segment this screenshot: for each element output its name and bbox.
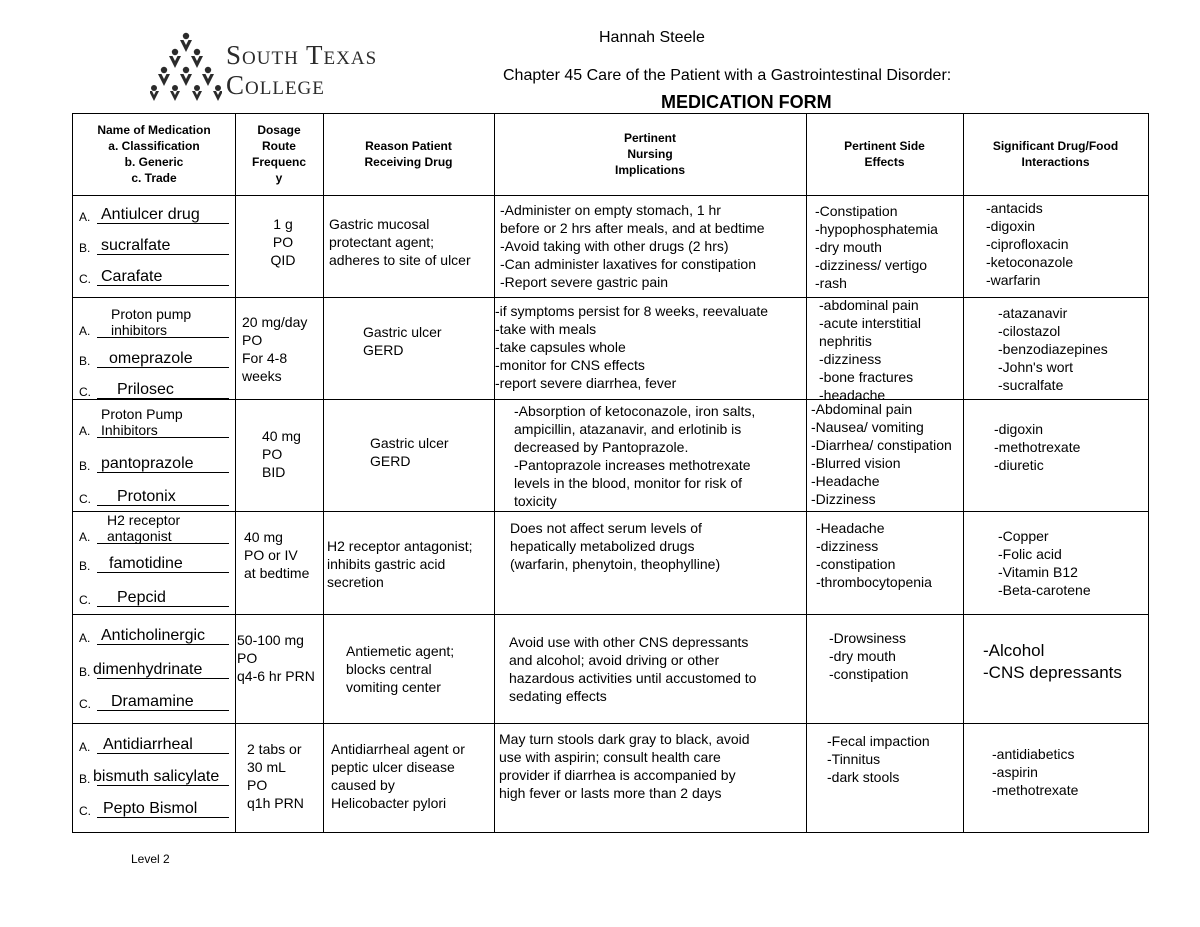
- letter-c: C.: [79, 593, 91, 607]
- row-divider: [73, 399, 1149, 400]
- nursing-implications: May turn stools dark gray to black, avoid use with aspirin; consult health care provider if diarrhea is accompanied by high fever or lasts more than 2 days: [499, 731, 750, 801]
- row-divider: [73, 297, 1149, 298]
- nursing-implications: -Administer on empty stomach, 1 hr before or 2 hrs after meals, and at bedtime -Avoid taking with other drugs (2 hrs) -Can administer laxatives for constipation -Report severe gastric pain: [500, 202, 765, 290]
- generic-name: sucralfate: [101, 237, 171, 254]
- side-effects: -Drowsiness -dry mouth -constipation: [829, 630, 909, 682]
- letter-a: A.: [79, 210, 91, 224]
- letter-b: B.: [79, 459, 91, 473]
- letter-c: C.: [79, 272, 91, 286]
- med-name-block: [79, 615, 229, 721]
- dosage: 2 tabs or 30 mL PO q1h PRN: [247, 741, 304, 811]
- interactions: -Copper -Folic acid -Vitamin B12 -Beta-carotene: [998, 528, 1091, 598]
- column-divider: [1148, 114, 1149, 833]
- generic-name: dimenhydrinate: [93, 661, 203, 678]
- reason: Antidiarrheal agent or peptic ulcer disease caused by Helicobacter pylori: [331, 741, 465, 811]
- classification: Proton Pump Inhibitors: [101, 406, 183, 438]
- reason: Gastric mucosal protectant agent; adheres to site of ulcer: [329, 216, 471, 268]
- header-side-effects: Pertinent Side Effects: [844, 139, 925, 169]
- letter-b: B.: [79, 241, 91, 255]
- interactions: -Alcohol -CNS depressants: [983, 641, 1122, 682]
- row-divider: [73, 832, 1149, 833]
- classification: Anticholinergic: [101, 627, 206, 644]
- form-title: MEDICATION FORM: [661, 92, 832, 112]
- row-divider: [73, 511, 1149, 512]
- classification: Antidiarrheal: [103, 736, 193, 753]
- generic-name: pantoprazole: [101, 455, 194, 472]
- generic-name: famotidine: [109, 555, 183, 572]
- college-logo-icon: [150, 30, 222, 102]
- med-name-block: [79, 512, 229, 612]
- letter-c: C.: [79, 492, 91, 506]
- side-effects: -Fecal impaction -Tinnitus -dark stools: [827, 733, 930, 785]
- nursing-implications: Does not affect serum levels of hepatically metabolized drugs (warfarin, phenytoin, theophylline): [510, 520, 721, 572]
- reason: H2 receptor antagonist; inhibits gastric acid secretion: [327, 538, 473, 590]
- dosage: 40 mg PO or IV at bedtime: [244, 529, 310, 581]
- interactions: -antidiabetics -aspirin -methotrexate: [992, 746, 1079, 798]
- letter-c: C.: [79, 697, 91, 711]
- med-name-block: [79, 724, 229, 830]
- nursing-implications: -Absorption of ketoconazole, iron salts, ampicillin, atazanavir, and erlotinib is decreased by Pantoprazole. -Pantoprazole increases methotrexate levels in the blood, monitor for risk of toxicity: [514, 403, 756, 509]
- trade-name: Prilosec: [117, 381, 174, 398]
- student-name: Hannah Steele: [599, 29, 705, 46]
- trade-name: Pepcid: [117, 589, 166, 606]
- letter-c: C.: [79, 385, 91, 399]
- classification: H2 receptor antagonist: [107, 512, 181, 544]
- letter-b: B.: [79, 772, 91, 786]
- med-name-block: [79, 400, 229, 506]
- header-nursing: Pertinent Nursing Implications: [614, 131, 685, 177]
- college-name-line1: South Texas: [226, 40, 378, 70]
- row-divider: [73, 723, 1149, 724]
- letter-b: B.: [79, 354, 91, 368]
- level-label: Level 2: [131, 852, 170, 866]
- letter-a: A.: [79, 530, 91, 544]
- header-name: Name of Medication a. Classification b. Generic c. Trade: [97, 123, 211, 185]
- interactions: -digoxin -methotrexate -diuretic: [994, 421, 1081, 473]
- side-effects: -Constipation -hypophosphatemia -dry mouth -dizziness/ vertigo -rash: [815, 203, 938, 291]
- college-logo: [150, 30, 450, 102]
- header-dosage: Dosage Route Frequenc y: [251, 123, 306, 185]
- trade-name: Pepto Bismol: [103, 800, 198, 817]
- nursing-implications: -if symptoms persist for 8 weeks, reevaluate -take with meals -take capsules whole -monitor for CNS effects -report severe diarrhea, fever: [495, 303, 769, 391]
- header-reason: Reason Patient Receiving Drug: [364, 139, 453, 169]
- letter-b: B.: [79, 559, 91, 573]
- dosage: 50-100 mg PO q4-6 hr PRN: [237, 632, 315, 684]
- reason: Gastric ulcer GERD: [370, 435, 449, 469]
- letter-a: A.: [79, 631, 91, 645]
- classification: Antiulcer drug: [101, 206, 200, 223]
- side-effects: -Abdominal pain -Nausea/ vomiting -Diarrhea/ constipation -Blurred vision -Headache -Dizziness: [811, 401, 952, 507]
- dosage: 40 mg PO BID: [262, 428, 301, 480]
- column-divider: [235, 114, 236, 833]
- letter-a: A.: [79, 424, 91, 438]
- dosage: 20 mg/day PO For 4-8 weeks: [242, 314, 308, 384]
- classification: Proton pump inhibitors: [111, 306, 192, 338]
- med-name-block: [79, 204, 229, 294]
- trade-name: Carafate: [101, 268, 163, 285]
- med-name-block: [79, 298, 229, 399]
- trade-name: Dramamine: [111, 693, 194, 710]
- side-effects: -Headache -dizziness -constipation -thrombocytopenia: [816, 520, 932, 590]
- header-interactions: Significant Drug/Food Interactions: [992, 139, 1119, 169]
- interactions: -antacids -digoxin -ciprofloxacin -ketoconazole -warfarin: [986, 200, 1074, 288]
- chapter-title: Chapter 45 Care of the Patient with a Gastrointestinal Disorder:: [503, 67, 952, 84]
- dosage: 1 g PO QID: [270, 216, 296, 268]
- generic-name: bismuth salicylate: [93, 768, 220, 785]
- letter-a: A.: [79, 740, 91, 754]
- side-effects: -abdominal pain -acute interstitial nephritis -dizziness -bone fractures -headache: [819, 297, 921, 403]
- letter-c: C.: [79, 804, 91, 818]
- nursing-implications: Avoid use with other CNS depressants and alcohol; avoid driving or other hazardous activities until accustomed to sedating effects: [509, 634, 757, 704]
- trade-name: Protonix: [117, 488, 176, 505]
- reason: Gastric ulcer GERD: [363, 324, 442, 358]
- medication-table: [72, 113, 1149, 833]
- letter-a: A.: [79, 324, 91, 338]
- row-divider: [73, 614, 1149, 615]
- interactions: -atazanavir -cilostazol -benzodiazepines -John's wort -sucralfate: [998, 305, 1108, 393]
- column-divider: [323, 114, 324, 833]
- generic-name: omeprazole: [109, 350, 193, 367]
- column-divider: [806, 114, 807, 833]
- college-name-line2: College: [226, 70, 325, 100]
- column-divider: [494, 114, 495, 833]
- column-divider: [963, 114, 964, 833]
- row-divider: [73, 195, 1149, 196]
- letter-b: B.: [79, 665, 91, 679]
- reason: Antiemetic agent; blocks central vomiting center: [346, 643, 455, 695]
